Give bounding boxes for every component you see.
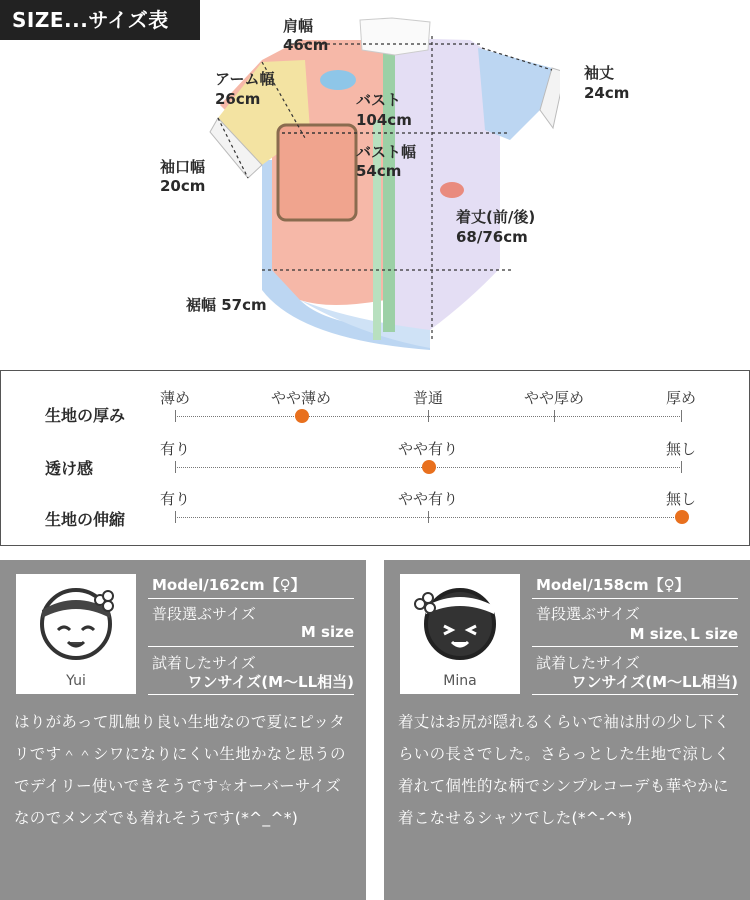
fabric-tick-label: 無し <box>665 490 697 508</box>
sleeve-length-label: 袖丈 <box>584 64 615 82</box>
fabric-tick <box>175 410 176 422</box>
model-comment: はりがあって肌触り良い生地なので夏にピッタリです＾＾シワになりにくい生地かなと思うのでデイリー使いできそうです☆オーバーサイズなのでメンズでも着れそうです(*^_^*) <box>14 713 346 827</box>
shirt-collar <box>360 18 430 55</box>
fabric-tick <box>681 410 682 422</box>
size-chart-tag: SIZE...サイズ表 <box>0 0 200 40</box>
model-face-icon <box>400 574 520 674</box>
fabric-tick <box>175 461 176 473</box>
tried-size-label: 試着したサイズ <box>152 654 256 672</box>
model-panel-mina <box>384 560 750 900</box>
tried-size-value: ワンサイズ(M〜LL相当) <box>571 673 738 691</box>
size-chart-section <box>0 0 750 360</box>
fabric-stretch-indicator <box>675 510 689 524</box>
avatar <box>16 574 136 694</box>
model-height: Model/158cm【♀】 <box>536 576 690 594</box>
model-height: Model/162cm【♀】 <box>152 576 306 594</box>
armhole-value: 26cm <box>215 90 261 108</box>
shoulder-value: 46cm <box>283 36 329 54</box>
model-comment: 着丈はお尻が隠れるくらいで袖は肘の少し下くらいの長さでした。さらっとした生地で涼しく着れて個性的な柄でシンプルコーデも華やかに着こなせるシャツでした(*^-^*) <box>398 713 730 827</box>
bust-label: バスト <box>356 91 402 109</box>
bust-width-value: 54cm <box>356 162 402 180</box>
shirt-placket <box>383 40 395 332</box>
model-panel-yui <box>0 560 366 900</box>
hem-label: 裾幅 57cm <box>186 296 267 314</box>
fabric-transparency-indicator <box>422 460 436 474</box>
shirt-print-fish <box>320 70 356 90</box>
fabric-tick-label: 有り <box>159 490 191 508</box>
fabric-row-label: 透け感 <box>45 459 94 478</box>
fabric-tick <box>681 461 682 473</box>
avatar <box>400 574 520 694</box>
fabric-row-label: 生地の厚み <box>45 406 126 425</box>
fabric-tick <box>428 511 429 523</box>
divider <box>148 694 354 695</box>
divider <box>148 598 354 599</box>
divider <box>532 694 738 695</box>
fabric-tick <box>554 410 555 422</box>
sleeve-length-value: 24cm <box>584 84 630 102</box>
shirt-right-sleeve <box>478 48 552 140</box>
cuff-label: 袖口幅 <box>160 158 206 176</box>
fabric-tick-label: 薄め <box>159 389 191 407</box>
tried-size-label: 試着したサイズ <box>536 654 640 672</box>
fabric-section <box>0 370 750 546</box>
usual-size-value: M size <box>300 623 354 641</box>
fabric-tick <box>175 511 176 523</box>
fabric-thickness-indicator <box>295 409 309 423</box>
usual-size-value: M size､L size <box>629 625 738 643</box>
bust-width-label: バスト幅 <box>356 143 417 161</box>
fabric-tick-label: 有り <box>159 440 191 458</box>
fabric-tick-label: やや厚め <box>523 389 585 407</box>
fabric-tick <box>428 410 429 422</box>
shirt-print-square <box>278 125 356 220</box>
fabric-tick-label: 厚め <box>665 389 697 407</box>
length-value: 68/76cm <box>456 228 528 246</box>
fabric-tick-label: 無し <box>665 440 697 458</box>
armhole-label: アーム幅 <box>215 70 275 88</box>
cuff-value: 20cm <box>160 177 206 195</box>
usual-size-label: 普段選ぶサイズ <box>536 605 640 623</box>
shoulder-label: 肩幅 <box>283 17 314 35</box>
usual-size-label: 普段選ぶサイズ <box>152 605 256 623</box>
divider <box>532 646 738 647</box>
model-face-icon <box>16 574 136 674</box>
length-label: 着丈(前/後) <box>456 208 536 226</box>
bust-value: 104cm <box>356 111 412 129</box>
fabric-tick-label: 普通 <box>412 389 444 407</box>
divider <box>148 646 354 647</box>
fabric-row-label: 生地の伸縮 <box>45 510 126 529</box>
fabric-tick-label: やや薄め <box>270 389 332 407</box>
divider <box>532 598 738 599</box>
shirt-print-mermaid <box>440 182 464 198</box>
model-name: Yui <box>66 673 86 689</box>
model-name: Mina <box>443 673 477 689</box>
tried-size-value: ワンサイズ(M〜LL相当) <box>187 673 354 691</box>
fabric-tick-label: やや有り <box>397 440 459 458</box>
fabric-tick-label: やや有り <box>397 490 459 508</box>
